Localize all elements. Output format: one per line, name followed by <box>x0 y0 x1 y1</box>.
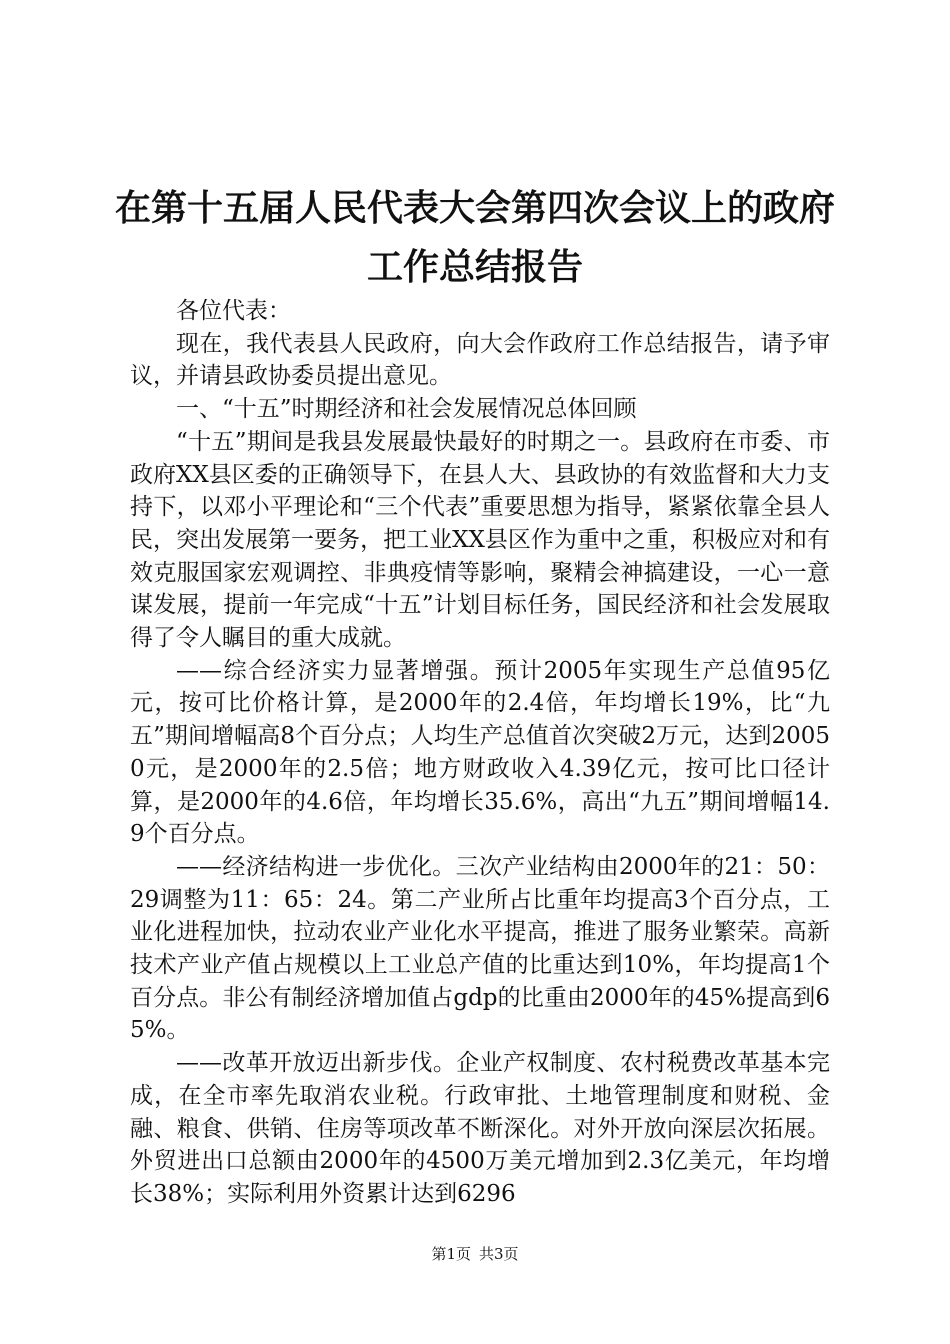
body-paragraph: ——综合经济实力显著增强。预计2005年实现生产总值95亿元，按可比价格计算，是2000年的2.4倍，年均增长19%，比“九五”期间增幅高8个百分点；人均生产总值首次突破2万元，达到20050元，是2000年的2.5倍；地方财政收入4.39亿元，按可比口径计算，是2000年的4.6倍，年均增长35.6%，高出“九五”期间增幅14.9个百分点。 <box>130 657 830 848</box>
salutation: 各位代表： <box>176 298 291 324</box>
body-paragraph: ——经济结构进一步优化。三次产业结构由2000年的21：50：29调整为11：65：24。第二产业所占比重年均提高3个百分点，工业化进程加快，拉动农业产业化水平提高，推进了服务业繁荣。高新技术产业产值占规模以上工业总产值的比重达到10%，年均提高1个百分点。非公有制经济增加值占gdp的比重由2000年的45%提高到65%。 <box>130 853 830 1044</box>
document-title-line-1: 在第十五届人民代表大会第四次会议上的政府 <box>114 188 835 229</box>
intro-paragraph: 现在，我代表县人民政府，向大会作政府工作总结报告，请予审议，并请县政协委员提出意见。 <box>130 330 830 390</box>
document-body <box>130 295 830 1211</box>
page-number: 第1页 <box>431 1245 471 1263</box>
page-footer <box>0 1244 950 1264</box>
body-paragraph: ——改革开放迈出新步伐。企业产权制度、农村税费改革基本完成，在全市率先取消农业税。行政审批、土地管理制度和财税、金融、粮食、供销、住房等项改革不断深化。对外开放向深层次拓展。外贸进出口总额由2000年的4500万美元增加到2.3亿美元，年均增长38%；实际利用外资累计达到6296 <box>130 1050 830 1207</box>
body-paragraph: “十五”期间是我县发展最快最好的时期之一。县政府在市委、市政府XX县区委的正确领导下，在县人大、县政协的有效监督和大力支持下，以邓小平理论和“三个代表”重要思想为指导，紧紧依靠全县人民，突出发展第一要务，把工业XX县区作为重中之重，积极应对和有效克服国家宏观调控、非典疫情等影响，聚精会神搞建设，一心一意谋发展，提前一年完成“十五”计划目标任务，国民经济和社会发展取得了令人瞩目的重大成就。 <box>130 428 830 652</box>
page-total: 共3页 <box>479 1245 519 1263</box>
document-title-line-2: 工作总结报告 <box>366 247 583 288</box>
section-heading: 一、“十五”时期经济和社会发展情况总体回顾 <box>176 396 637 423</box>
